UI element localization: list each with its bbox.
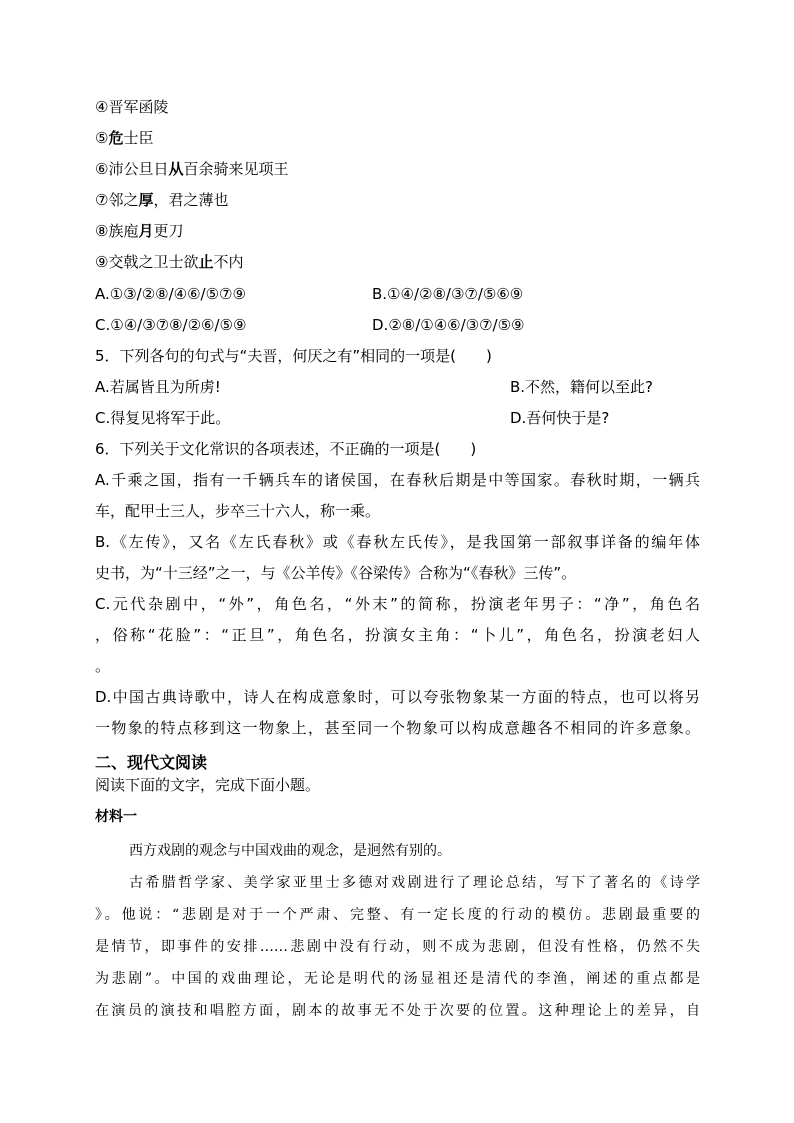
item-5 (95, 127, 153, 149)
q4-option-a: A.①③/②⑧/④⑥/⑤⑦⑨ (95, 285, 246, 303)
item-key-char: 止 (198, 253, 214, 271)
material-title: 材料一 (95, 809, 137, 825)
item-text: 不内 (213, 253, 244, 271)
material-paragraph-2-line5: 在演员的演技和唱腔方面，剧本的故事无不处于次要的位置。这种理论上的差异，自 (95, 1003, 700, 1019)
material-paragraph-2-line1: 古希腊哲学家、美学家亚里士多德对戏剧进行了理论总结，写下了著名的《诗学 (129, 875, 700, 891)
item-text: 士臣 (123, 129, 154, 147)
q6-stem: 6．下列关于文化常识的各项表述，不正确的一项是( ) (95, 440, 477, 458)
item-text: ⑤ (95, 129, 109, 147)
q6-option-d-line2: 一物象的特点移到这一物象上，甚至同一个物象可以构成意趣各不相同的许多意象。 (95, 719, 700, 737)
item-key-char: 月 (138, 222, 154, 240)
item-text: ⑧族庖 (95, 222, 139, 240)
q6-option-b-line1: B.《左传》，又名《左氏春秋》或《春秋左氏传》，是我国第一部叙事详备的编年体 (95, 533, 700, 551)
item-9 (95, 251, 243, 273)
item-text: ⑨交戟之卫士欲 (95, 253, 199, 271)
item-text: 百余骑来见项王 (183, 160, 289, 178)
material-paragraph-2-line3: 是情节，即事件的安排……悲剧中没有行动，则不成为悲剧，但没有性格，仍然不失 (95, 939, 700, 955)
q6-option-c-line1: C.元代杂剧中，“外”，角色名，“外末”的简称，扮演老年男子：“净”，角色名 (95, 595, 700, 613)
item-4 (95, 96, 168, 118)
q5-option-a: A.若属皆且为所虏! (95, 378, 221, 396)
q4-option-d: D.②⑧/①④⑥/③⑦/⑤⑨ (372, 316, 525, 334)
item-key-char: 从 (168, 160, 184, 178)
q6-option-b-line2: 史书，为“十三经”之一，与《公羊传》《谷梁传》合称为“《春秋》三传”。 (95, 564, 577, 582)
q6-option-c-line2: ，俗称“花脸”：“正旦”，角色名，扮演女主角：“卜儿”，角色名，扮演老妇人 (95, 626, 700, 644)
item-7 (95, 189, 228, 211)
item-8 (95, 220, 183, 242)
item-key-char: 厚 (138, 191, 154, 209)
q5-option-d: D.吾何快于是? (510, 409, 610, 427)
item-text: 更刀 (153, 222, 184, 240)
q5-stem: 5．下列各句的句式与“夫晋，何厌之有”相同的一项是( ) (95, 347, 492, 365)
q6-option-a-line1: A.千乘之国，指有一千辆兵车的诸侯国，在春秋后期是中等国家。春秋时期，一辆兵 (95, 471, 700, 489)
item-text: ⑦邻之 (95, 191, 139, 209)
item-text: ，君之薄也 (153, 191, 229, 209)
item-6 (95, 158, 288, 180)
item-text: ⑥沛公旦日 (95, 160, 169, 178)
section-instruction: 阅读下面的文字，完成下面小题。 (95, 776, 321, 794)
q5-option-b: B.不然，籍何以至此? (510, 378, 654, 396)
q6-option-c-line3: 。 (95, 657, 111, 675)
section-heading: 二、现代文阅读 (95, 753, 208, 772)
q6-option-d-line1: D.中国古典诗歌中，诗人在构成意象时，可以夸张物象某一方面的特点，也可以将另 (95, 688, 700, 706)
item-key-char: 危 (108, 129, 124, 147)
q4-option-c: C.①④/③⑦⑧/②⑥/⑤⑨ (95, 316, 247, 334)
q4-option-b: B.①④/②⑧/③⑦/⑤⑥⑨ (372, 285, 524, 303)
q5-option-c: C.得复见将军于此。 (95, 409, 231, 427)
q6-option-a-line2: 车，配甲士三人，步卒三十六人，称一乘。 (95, 502, 381, 520)
material-paragraph-2-line2: 》。他说：“悲剧是对于一个严肃、完整、有一定长度的行动的模仿。悲剧最重要的 (95, 907, 700, 923)
material-paragraph-1: 西方戏剧的观念与中国戏曲的观念，是迥然有别的。 (129, 843, 451, 859)
item-text: ④晋军函陵 (95, 98, 169, 116)
material-paragraph-2-line4: 为悲剧”。中国的戏曲理论，无论是明代的汤显祖还是清代的李渔，阐述的重点都是 (95, 971, 700, 987)
